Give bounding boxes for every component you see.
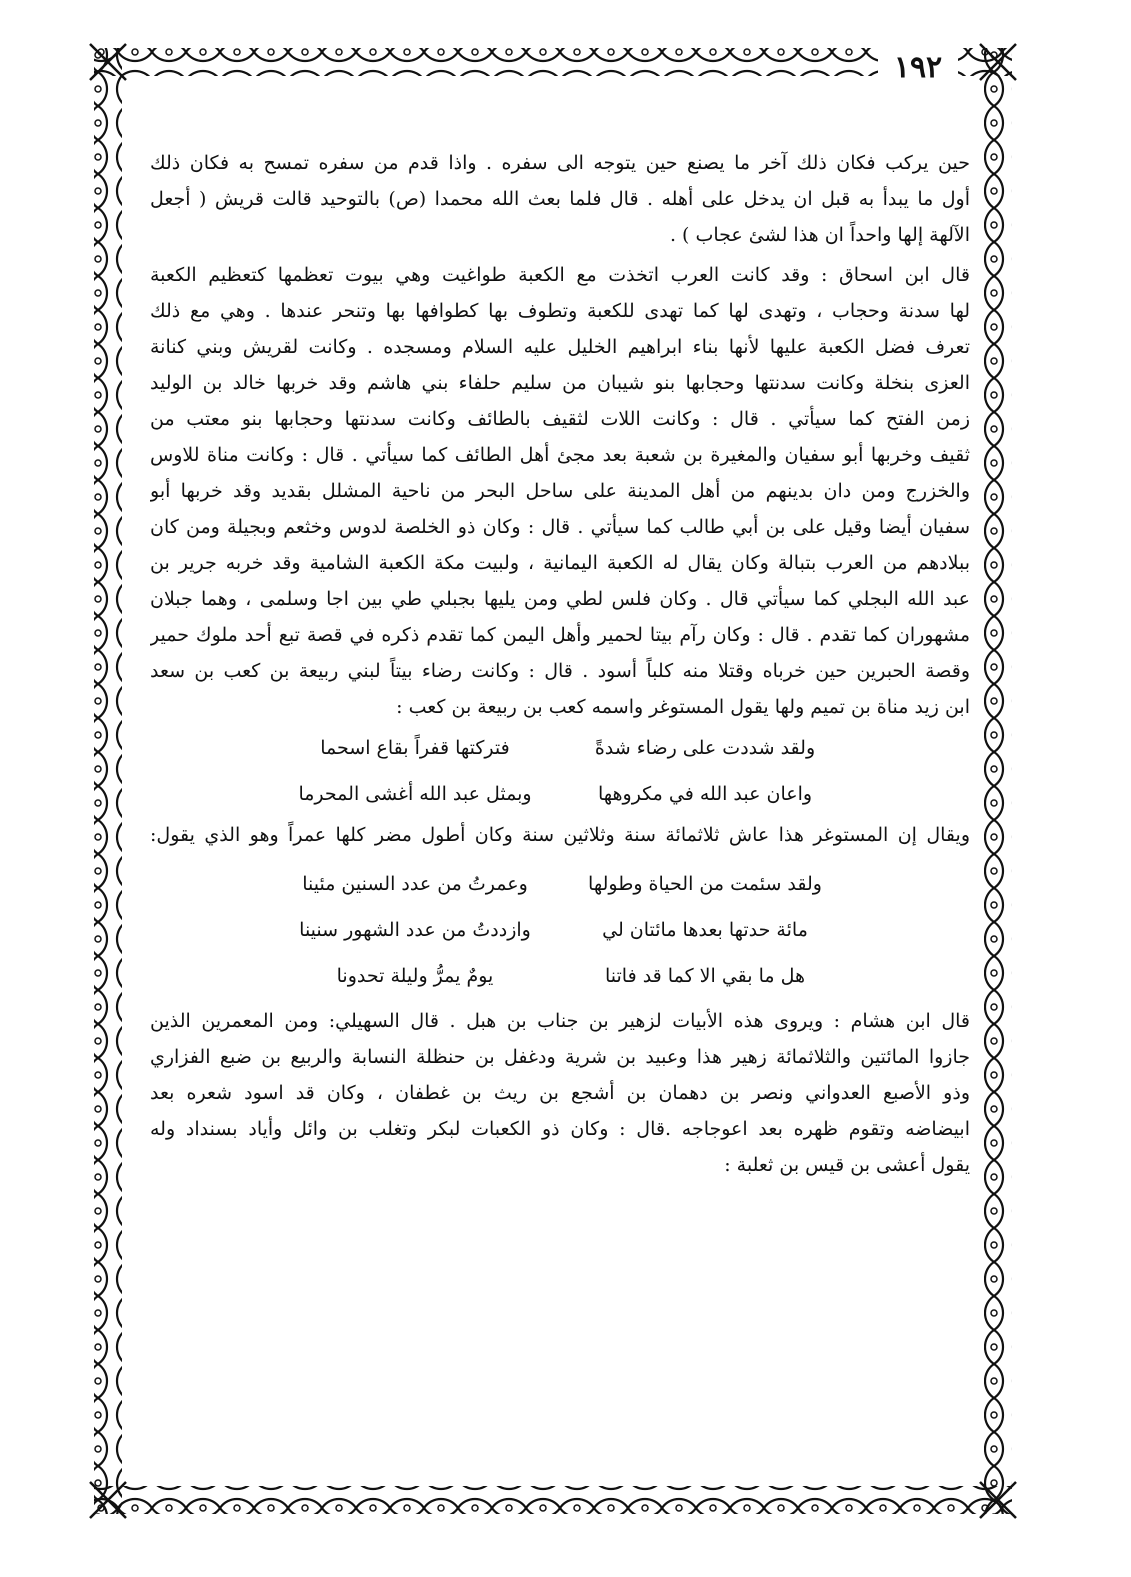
text-line: ابن زيد مناة بن تميم ولها يقول المستوغر واسمه كعب بن ربيعة بن كعب : [396,696,970,718]
text-line: جازوا المائتين والثلاثمائة زهير هذا وعبيد بن شرية ودغفل بن حنظلة النسابة والربيع بن ضبع الفزاري [150,1046,970,1068]
verse-line [150,907,970,953]
text-line: يقول أعشى بن قيس بن ثعلبة : [724,1154,970,1176]
text-line: سفيان أيضا وقيل على بن أبي طالب كما سيأتي . قال : وكان ذو الخلصة لدوس وخثعم وبجيلة ومن كان [150,516,970,538]
page-number: ١٩٢ [878,48,958,88]
poem-1 [150,725,970,817]
paragraph-4 [150,1003,970,1183]
verse-line [150,953,970,999]
hemistich-first: ولقد شددت على رضاء شدةً [594,737,816,759]
hemistich-first: هل ما بقي الا كما قد فاتنا [604,965,806,987]
hemistich-first: ولقد سئمت من الحياة وطولها [588,873,822,895]
text-line: قال ابن هشام : ويروى هذه الأبيات لزهير بن جناب بن هبل . قال السهيلي: ومن المعمرين الذين [150,1010,970,1032]
text-line: وقصة الحبرين حين خرباه وقتلا منه كلباً أسود . قال : وكانت رضاء بيتاً لبني ربيعة بن كعب بن سعد [150,660,970,682]
paragraph-1 [150,145,970,253]
hemistich-first: مائة حدتها بعدها مائتان لي [602,919,808,941]
text-line: عبد الله البجلي كما سيأتي قال . وكان فلس لطي ومن يليها بجبلي طي بين اجا وسلمى ، وهما جبلان [150,588,970,610]
text-line: والخزرج ومن دان بدينهم من أهل المدينة على ساحل البحر من ناحية المشلل بقديد وقد خربها أبو [150,480,970,502]
hemistich-second: وبمثل عبد الله أغشى المحرما [298,783,532,805]
text-line: حين يركب فكان ذلك آخر ما يصنع حين يتوجه الى سفره . واذا قدم من سفره تمسح به فكان ذلك [150,152,970,174]
poem-2 [150,861,970,999]
text-line: ببلادهم من العرب بتبالة وكان يقال له الكعبة اليمانية ، ولبيت مكة الكعبة الشامية وقد خربه جرير بن [150,552,970,574]
text-line: زمن الفتح كما سيأتي . قال : وكانت اللات لثقيف بالطائف وكانت سدنتها وحجابها بنو معتب من [150,408,970,430]
hemistich-second: يومٌ يمرُّ وليلة تحدونا [336,965,494,987]
paragraph-2 [150,257,970,725]
text-line: ويقال إن المستوغر هذا عاش ثلاثمائة سنة وثلاثين سنة وكان أطول مضر كلها عمراً وهو الذي يقول: [150,824,970,846]
verse-line [150,725,970,771]
verse-line [150,861,970,907]
text-line: تعرف فضل الكعبة عليها لأنها بناء ابراهيم الخليل عليه السلام ومسجده . وكانت لقريش وبني كنانة [150,336,970,358]
page-body [150,145,970,1183]
paragraph-3 [150,817,970,853]
text-line: مشهوران كما تقدم . قال : وكان رآم بيتا لحمير وأهل اليمن كما تقدم ذكره في قصة تبع أحد ملوك حمير [150,624,970,646]
text-line: قال ابن اسحاق : وقد كانت العرب اتخذت مع الكعبة طواغيت وهي بيوت تعظمها كتعظيم الكعبة [150,264,970,286]
hemistich-second: وازددتُ من عدد الشهور سنينا [299,919,531,941]
text-line: وذو الأصبع العدواني ونصر بن دهمان بن أشجع بن ريث بن غطفان ، وكان قد اسود شعره بعد [150,1082,970,1104]
text-line: أول ما يبدأ به قبل ان يدخل على أهله . قال فلما بعث الله محمدا (ص) بالتوحيد قالت قريش ( أجعل [150,188,970,210]
text-line: ابيضاضه وتقوم ظهره بعد اعوجاجه .قال : وكان ذو الكعبات لبكر وتغلب بن وائل وأياد بسنداد وله [150,1118,970,1140]
hemistich-second: وعمرتُ من عدد السنين مئينا [302,873,528,895]
verse-line [150,771,970,817]
hemistich-first: واعان عبد الله في مكروهها [597,783,813,805]
hemistich-second: فتركتها قفراً بقاع اسحما [320,737,510,759]
text-line: ثقيف وخربها أبو سفيان والمغيرة بن شعبة بعد مجئ أهل الطائف كما سيأتي . قال : وكانت مناة للاوس [150,444,970,466]
text-line: لها سدنة وحجاب ، وتهدى لها كما تهدى للكعبة وتطوف بها كطوافها بها وتنحر عندها . وهي مع ذلك [150,300,970,322]
text-line: الآلهة إلها واحداً ان هذا لشئ عجاب ) . [669,224,970,246]
text-line: العزى بنخلة وكانت سدنتها وحجابها بنو شيبان من سليم حلفاء بني هاشم وقد خربها خالد بن الوليد [150,372,970,394]
